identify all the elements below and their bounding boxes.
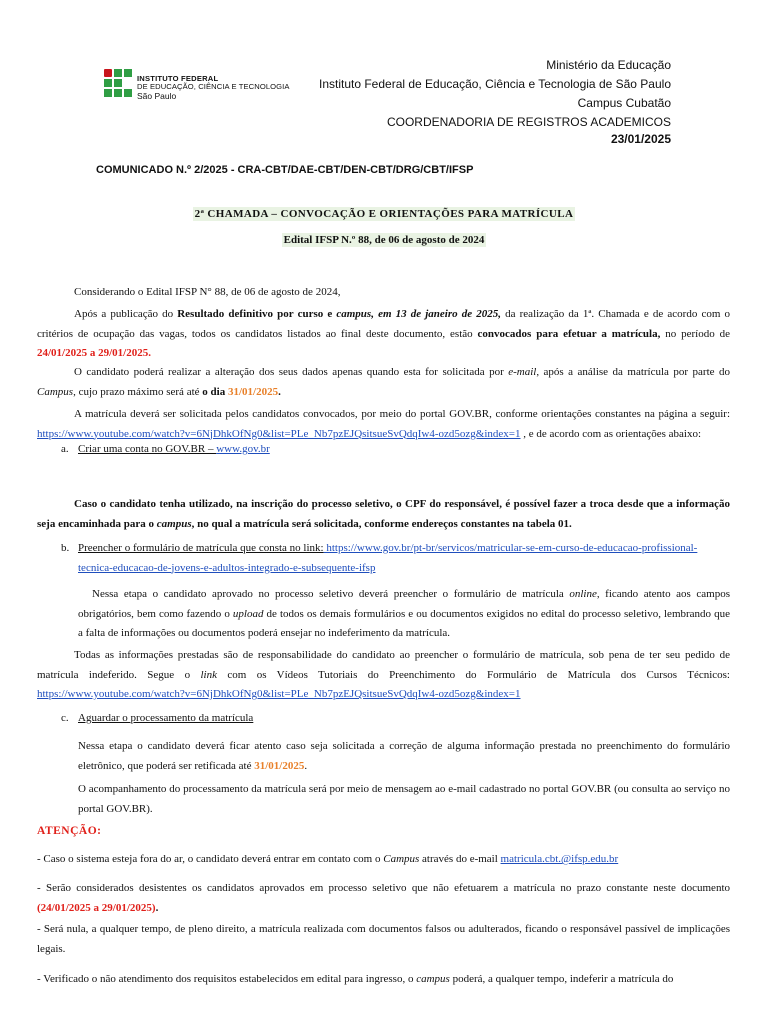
- youtube-tutorial-link[interactable]: https://www.youtube.com/watch?v=6NjDhkOfNg0&list=PLe_Nb7pzEJQsitsueSvQdqIw4-ozd5ozg&index=1: [37, 427, 521, 440]
- attention-heading: ATENÇÃO:: [37, 825, 102, 837]
- p3-text-c: , após a análise da matrícula por parte do: [536, 366, 730, 378]
- p2-text-b: Resultado definitivo por curso e: [177, 308, 337, 320]
- contact-email-link[interactable]: matricula.cbt.@ifsp.edu.br: [500, 853, 619, 865]
- p2-text-a: Após a publicação do: [74, 308, 178, 320]
- p5-text-b: campus: [156, 517, 192, 530]
- p7-text-c: com os Vídeos Tutoriais do Preenchimento do Formulário de Matrícula dos Cursos Técnicos:: [216, 668, 730, 681]
- p7-text-b: link: [200, 668, 217, 681]
- govbr-enrollment-form-link[interactable]: https://www.gov.br/pt-br/servicos/matricular-se-em-curso-de-educacao-profissional-tecnica-educacao-de-jovens-e-adultos-integrado-e-subsequente-ifsp: [78, 542, 698, 574]
- youtube-tutorial-link-2[interactable]: https://www.youtube.com/watch?v=6NjDhkOfNg0&list=PLe_Nb7pzEJQsitsueSvQdqIw4-ozd5ozg&index=1: [37, 688, 521, 700]
- ifsp-logo: [104, 69, 294, 105]
- item-a-text: [78, 443, 270, 455]
- p3-text-b: e-mail: [508, 366, 537, 378]
- ifsp-logo-mark-icon: [104, 69, 134, 101]
- n2-text-c: .: [155, 901, 159, 914]
- paragraph-fill-form: [78, 585, 730, 644]
- paragraph-considering: Considerando o Edital IFSP N° 88, de 06 de agosto de 2024,: [74, 286, 341, 298]
- header-campus: Campus Cubatão: [577, 96, 671, 110]
- note-requirements: [37, 970, 730, 990]
- title-text: 2ª CHAMADA – CONVOCAÇÃO E ORIENTAÇÕES PARA MATRÍCULA: [194, 208, 574, 220]
- p3-text-d: Campus: [37, 385, 74, 398]
- paragraph-cpf: [37, 495, 730, 534]
- p8-text-c: .: [304, 759, 308, 772]
- logo-text-line3: São Paulo: [137, 91, 177, 101]
- p5-text-a: Caso o candidato tenha utilizado, na inscrição do processo seletivo, o CPF do responsável, é possível fazer a troca desde que a informação seja encaminhada para o: [37, 498, 730, 530]
- paragraph-result: [37, 305, 730, 364]
- n1-text-a: - Caso o sistema esteja fora do ar, o candidato deverá entrar em contato com o: [37, 853, 384, 865]
- item-c-marker: c.: [61, 712, 69, 724]
- p8-text-a: Nessa etapa o candidato deverá ficar atento caso seja solicitada a correção de alguma informação prestada no preenchimento do formulário eletrônico, que poderá ser retificada até: [78, 740, 730, 772]
- paragraph-processing: [78, 737, 730, 776]
- p6-text-a: Nessa etapa o candidato aprovado no processo seletivo deverá preencher o formulário de matrícula: [92, 588, 570, 600]
- n4-text-c: poderá, a qualquer tempo, indeferir a matrícula do: [449, 973, 674, 985]
- n4-text-a: - Verificado o não atendimento dos requisitos estabelecidos em edital para ingresso, o: [37, 973, 417, 985]
- paragraph-enrollment: [37, 405, 730, 444]
- p2-text-c: campus, em 13 de janeiro de 2025,: [336, 308, 502, 320]
- p6-text-d: upload: [232, 607, 264, 620]
- n1-text-b: Campus: [383, 853, 420, 865]
- n2-text-a: - Serão considerados desistentes os candidatos aprovados em processo seletivo que não efetuarem a matrícula no prazo constante neste documento: [37, 882, 730, 894]
- p3-deadline: 31/01/2025: [227, 385, 279, 398]
- p2-text-d: da realização da 1ª. Chamada e de acordo com o critérios de ocupação das vagas, todos os candidatos listados ao final deste documento, estão: [37, 308, 730, 340]
- p6-text-b: online: [569, 588, 597, 600]
- p3-text-f: o dia: [202, 385, 228, 398]
- item-a-label: Criar uma conta no GOV.BR –: [78, 443, 217, 455]
- n4-text-b: campus: [416, 973, 450, 985]
- document-title: [0, 208, 768, 220]
- p6-text-e: de todos os demais formulários e ou documentos exigidos no edital do processo seletivo, lembrando que a falta de informações ou documentos poderá ensejar no indeferimento da matrícula.: [78, 607, 730, 639]
- note-withdrawal: [37, 879, 730, 918]
- header-ministry: Ministério da Educação: [546, 58, 671, 72]
- n2-period: (24/01/2025 a 29/01/2025): [37, 901, 156, 914]
- logo-text-line1: INSTITUTO FEDERAL: [137, 74, 219, 83]
- header-department: COORDENADORIA DE REGISTROS ACADEMICOS: [386, 115, 671, 129]
- document-subtitle: [0, 234, 768, 246]
- p2-text-h: .: [148, 347, 151, 359]
- govbr-link[interactable]: www.gov.br: [216, 443, 270, 455]
- note-nullity: - Será nula, a qualquer tempo, de pleno direito, a matrícula realizada com documentos falsos ou adulterados, ficando o responsável passível de implicações legais.: [37, 923, 730, 955]
- document-date: 23/01/2025: [610, 132, 671, 146]
- communique-number: COMUNICADO N.º 2/2025 - CRA-CBT/DAE-CBT/DEN-CBT/DRG/CBT/IFSP: [96, 164, 474, 176]
- p4-text-b: , e de acordo com as orientações abaixo:: [520, 427, 702, 440]
- paragraph-responsibility: [37, 646, 730, 705]
- p8-deadline: 31/01/2025: [254, 759, 305, 772]
- p5-text-c: , no qual a matrícula será solicitada, conforme endereços constantes na tabela 01.: [191, 517, 572, 530]
- paragraph-follow-up: O acompanhamento do processamento da matrícula será por meio de mensagem ao e-mail cadastrado no portal GOV.BR (ou consulta ao serviço no portal GOV.BR).: [78, 783, 730, 815]
- p4-text-a: A matrícula deverá ser solicitada pelos candidatos convocados, por meio do portal GOV.BR, conforme orientações constantes na página a seguir:: [74, 408, 730, 420]
- subtitle-text: Edital IFSP N.º 88, de 06 de agosto de 2024: [283, 234, 485, 246]
- item-b-text: [78, 539, 730, 578]
- paragraph-data-change: [37, 363, 730, 402]
- item-b-marker: b.: [61, 542, 70, 554]
- n1-text-c: através do e-mail: [419, 853, 501, 865]
- logo-text-line2: DE EDUCAÇÃO, CIÊNCIA E TECNOLOGIA: [137, 82, 290, 91]
- header-block: [319, 56, 671, 132]
- p3-text-e: , cujo prazo máximo será até: [73, 385, 203, 398]
- p2-period: 24/01/2025 a 29/01/2025: [37, 347, 149, 359]
- header-institute: Instituto Federal de Educação, Ciência e Tecnologia de São Paulo: [318, 77, 671, 91]
- item-c-label: Aguardar o processamento da matrícula: [78, 712, 254, 724]
- p7-text-a: Todas as informações prestadas são de responsabilidade do candidato ao preencher o formulário de matrícula, sob pena de ter seu pedido de matrícula indeferido. Segue o: [37, 649, 730, 681]
- item-b-label: Preencher o formulário de matrícula que consta no link:: [78, 542, 324, 554]
- p2-text-f: no período de: [660, 327, 730, 340]
- p3-text-a: O candidato poderá realizar a alteração dos seus dados apenas quando esta for solicitada por: [74, 366, 509, 378]
- p6-text-c: , ficando atento aos campos obrigatórios, bem como fazendo o: [78, 588, 730, 620]
- p3-text-h: .: [278, 385, 281, 398]
- item-a-marker: a.: [61, 443, 69, 455]
- note-system-down: [37, 850, 730, 870]
- p2-text-e: convocados para efetuar a matrícula,: [477, 327, 661, 340]
